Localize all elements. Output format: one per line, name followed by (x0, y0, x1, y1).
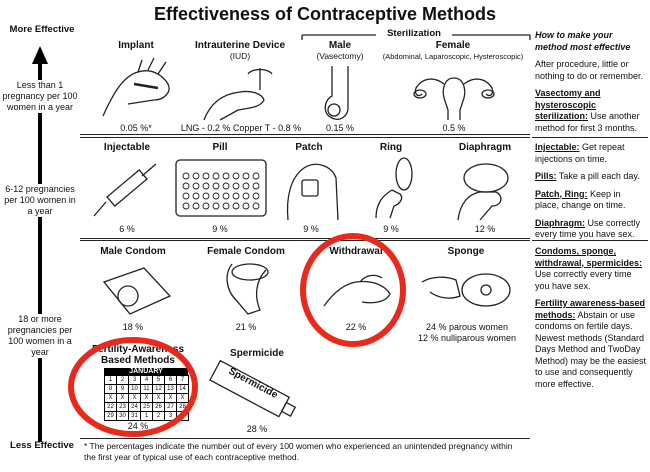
implant-label: Implant (118, 40, 154, 51)
calendar-month: JANUARY (104, 368, 188, 375)
male-condom-icon (98, 262, 176, 318)
axis-tier2-label: 6-12 pregnancies per 100 women in a year (4, 184, 76, 216)
ring-hand-icon (370, 156, 422, 222)
sidebar-t1-text: After procedure, little or nothing to do or remember. (535, 59, 644, 81)
withdrawal-label: Withdrawal (329, 246, 383, 257)
male-condom-percent: 18 % (122, 322, 144, 332)
sidebar-condoms: Condoms, sponge, withdrawal, spermicides: Use correctly every time you have sex. (535, 246, 643, 291)
sidebar-tier3 (535, 246, 647, 396)
sidebar-tier1 (535, 30, 647, 140)
male-condom-label: Male Condom (100, 246, 166, 257)
patch-percent: 9 % (303, 224, 319, 234)
diaphragm-hand-icon (450, 156, 522, 222)
sidebar-t1-note: Vasectomy and hysteroscopic sterilization: Use another method for first 3 months. (535, 88, 640, 133)
diaphragm-label: Diaphragm (458, 142, 512, 153)
iud-label: Intrauterine Device (IUD) (194, 40, 286, 61)
page-title: Effectiveness of Contraceptive Methods (153, 4, 497, 24)
highlight-circle-fam (66, 336, 200, 438)
axis-tier1-label: Less than 1 pregnancy per 100 women in a year (2, 80, 78, 112)
footnote: * The percentages indicate the number out of every 100 women who experienced an unintended pregnancy within the first year of typical use of each contraceptive method. (84, 441, 513, 462)
axis-top-label: More Effective (9, 24, 75, 35)
withdrawal-percent: 22 % (345, 322, 367, 332)
sponge-percent: 24 % parous women 12 % nulliparous women (417, 322, 517, 343)
female-sterilization-percent: 0.5 % (442, 123, 466, 133)
female-sterilization-label: Female (Abdominal, Laparoscopic, Hysteroscopic) (382, 40, 524, 61)
fam-percent: 24 % (127, 421, 149, 431)
pill-pack-icon (174, 158, 268, 220)
iud-hand-icon (200, 64, 280, 122)
male-sterilization-label: Male (Vasectomy) (316, 40, 364, 61)
sidebar-tier2 (535, 142, 647, 247)
vasectomy-icon (318, 66, 364, 122)
fam-label: Fertility-Awareness Based Methods (91, 344, 185, 366)
syringe-icon (92, 160, 162, 220)
uterus-icon (408, 68, 500, 122)
injectable-label: Injectable (103, 142, 151, 153)
axis-bottom-label: Less Effective (10, 440, 74, 451)
implant-percent: 0.05 %* (120, 123, 152, 133)
spermicide-percent: 28 % (246, 424, 268, 434)
implant-arm-icon (98, 54, 178, 120)
sidebar-injectable: Injectable: Get repeat injections on time. (535, 142, 625, 164)
female-condom-percent: 21 % (235, 322, 257, 332)
pill-percent: 9 % (212, 224, 228, 234)
sterilization-header: Sterilization (387, 28, 441, 39)
sponge-icon (420, 262, 516, 314)
female-condom-label: Female Condom (207, 246, 285, 257)
sponge-label: Sponge (447, 246, 485, 257)
injectable-percent: 6 % (119, 224, 135, 234)
sidebar-patch: Patch, Ring: Keep in place, change on time. (535, 188, 626, 210)
diaphragm-percent: 12 % (474, 224, 496, 234)
fam-calendar: JANUARY 1 2 3 4 5 6 7 8 9 10 11 12 13 14 X X X X X X X 22 23 24 25 26 27 28 29 30 31 1 2 3 4 (104, 368, 189, 421)
axis-tier3-label: 18 or more pregnancies per 100 women in a year (2, 314, 78, 358)
sidebar-heading: How to make your method most effective (535, 30, 631, 52)
patch-label: Patch (295, 142, 323, 153)
patch-shoulder-icon (282, 158, 340, 222)
pill-label: Pill (212, 142, 228, 153)
spermicide-label: Spermicide (230, 348, 284, 359)
sidebar-diaphragm: Diaphragm: Use correctly every time you have sex. (535, 217, 641, 239)
ring-percent: 9 % (383, 224, 399, 234)
spermicide-tube-label: Spermicide (226, 365, 280, 402)
sidebar-pill: Pills: Take a pill each day. (535, 171, 640, 181)
iud-percent: LNG - 0.2 % Copper T - 0.8 % (180, 123, 302, 133)
female-condom-icon (218, 260, 278, 318)
highlight-circle-withdrawal (298, 232, 408, 348)
male-sterilization-percent: 0.15 % (325, 123, 355, 133)
sidebar-fam: Fertility awareness-based methods: Abstain or use condoms on fertile days. Newest methods (Standard Days Method and TwoDay Method) may be the easiest to use and consequently more effective. (535, 298, 647, 389)
ring-label: Ring (379, 142, 403, 153)
